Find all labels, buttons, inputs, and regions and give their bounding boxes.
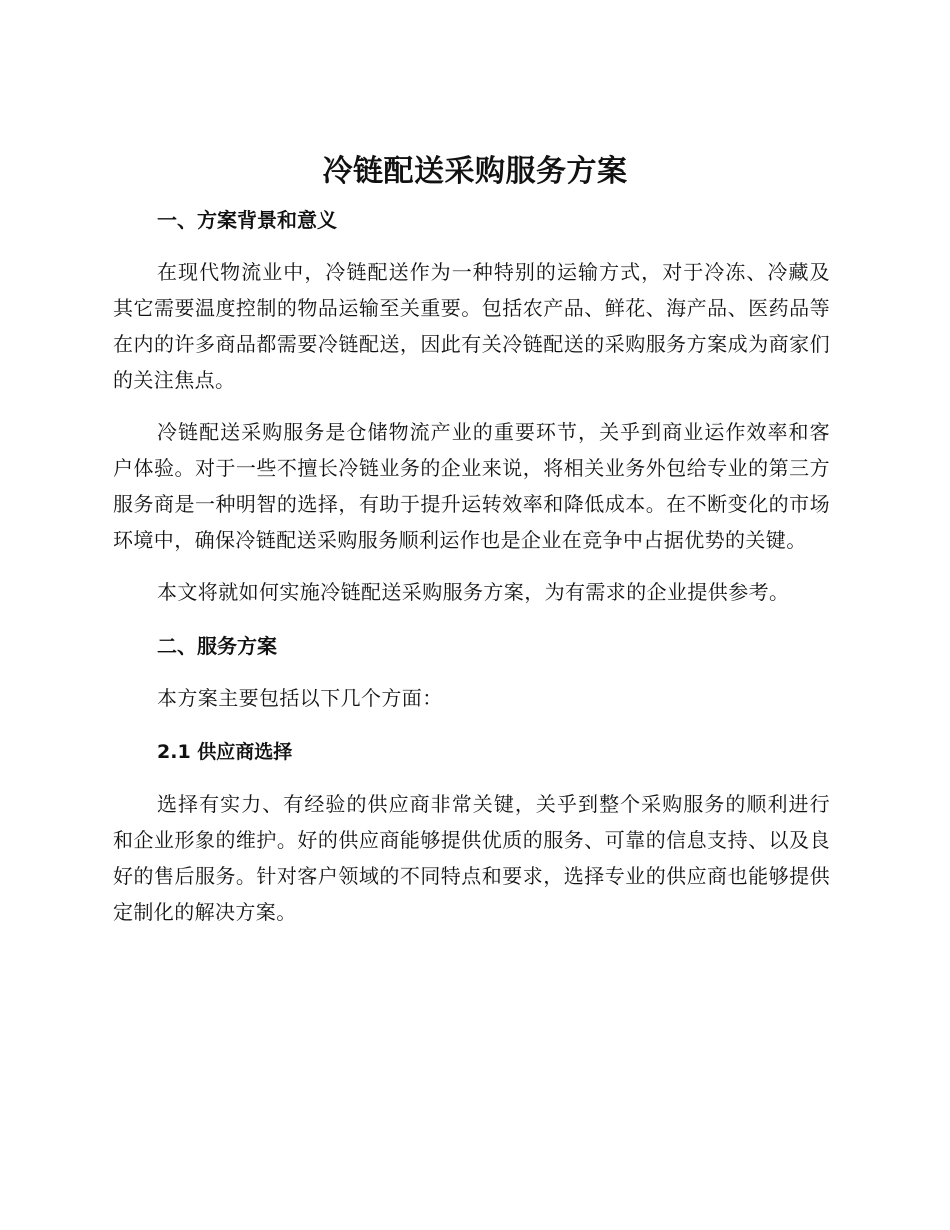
subsection-2-1-heading: 2.1 供应商选择 [157, 741, 293, 763]
section-1-paragraph-2: 冷链配送采购服务是仓储物流产业的重要环节，关乎到商业运作效率和客户体验。对于一些不擅长冷链业务的企业来说，将相关业务外包给专业的第三方服务商是一种明智的选择，有助于提升运转效率和降低成本。在不断变化的市场环境中，确保冷链配送采购服务顺利运作也是企业在竞争中占据优势的关键。 [113, 420, 830, 552]
section-1-paragraph-3: 本文将就如何实施冷链配送采购服务方案，为有需求的企业提供参考。 [157, 580, 790, 604]
document-body [113, 204, 830, 946]
section-2-heading: 二、服务方案 [157, 634, 277, 658]
document-title: 冷链配送采购服务方案 [322, 154, 628, 189]
section-2-intro: 本方案主要包括以下几个方面： [157, 686, 443, 710]
section-1-paragraph-1: 在现代物流业中，冷链配送作为一种特别的运输方式，对于冷冻、冷藏及其它需要温度控制的物品运输至关重要。包括农产品、鲜花、海产品、医药品等在内的许多商品都需要冷链配送，因此有关冷链配送的采购服务方案成为商家们的关注焦点。 [113, 260, 830, 392]
section-1-heading: 一、方案背景和意义 [157, 208, 337, 232]
subsection-2-1-paragraph: 选择有实力、有经验的供应商非常关键，关乎到整个采购服务的顺利进行和企业形象的维护。好的供应商能够提供优质的服务、可靠的信息支持、以及良好的售后服务。针对客户领域的不同特点和要求，选择专业的供应商也能够提供定制化的解决方案。 [113, 792, 830, 924]
